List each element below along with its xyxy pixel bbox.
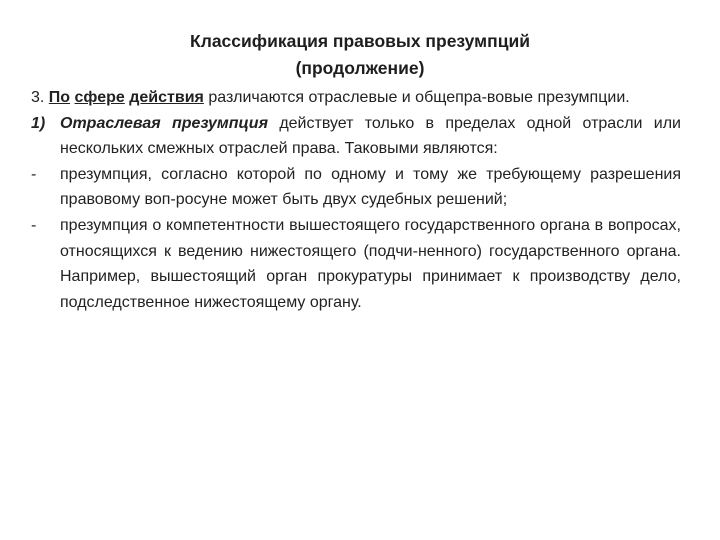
criterion-word-2: сфере xyxy=(74,89,125,106)
criterion-word-3: действия xyxy=(129,89,204,106)
section-1-text: действует только в пределах одной отрасли или нескольких смежных отраслей права. Таковыми являются: xyxy=(60,114,681,158)
slide-title: Классификация правовых презумпций xyxy=(190,31,530,51)
bullet-item-1 xyxy=(31,162,681,213)
slide-subtitle: (продолжение) xyxy=(295,58,425,78)
bullet-item-2 xyxy=(31,213,681,315)
intro-text: различаются отраслевые и общепра-вовые презумпции. xyxy=(208,89,630,106)
bullet-1-text: презумпция, согласно которой по одному и тому же требующему разрешения правовому воп-росуне может быть двух судебных решений; xyxy=(60,165,681,209)
bullet-2-marker: - xyxy=(31,216,37,234)
section-1-marker: 1) xyxy=(31,114,46,132)
bullet-2-text: презумпция о компетентности вышестоящего государственного органа в вопросах, относящихся к ведению нижестоящего (подчи-ненного) государственного органа. Например, вышестоящий орган прокуратуры принимает к производству дело, подследственное нижестоящему органу. xyxy=(60,216,681,311)
slide-body xyxy=(31,85,681,315)
intro-paragraph xyxy=(31,85,681,111)
section-1-item xyxy=(31,111,681,162)
criterion-word-1: По xyxy=(48,89,71,106)
section-1-term: Отраслевая презумпция xyxy=(60,114,268,132)
bullet-1-marker: - xyxy=(31,165,37,183)
intro-number: 3. xyxy=(31,89,45,106)
